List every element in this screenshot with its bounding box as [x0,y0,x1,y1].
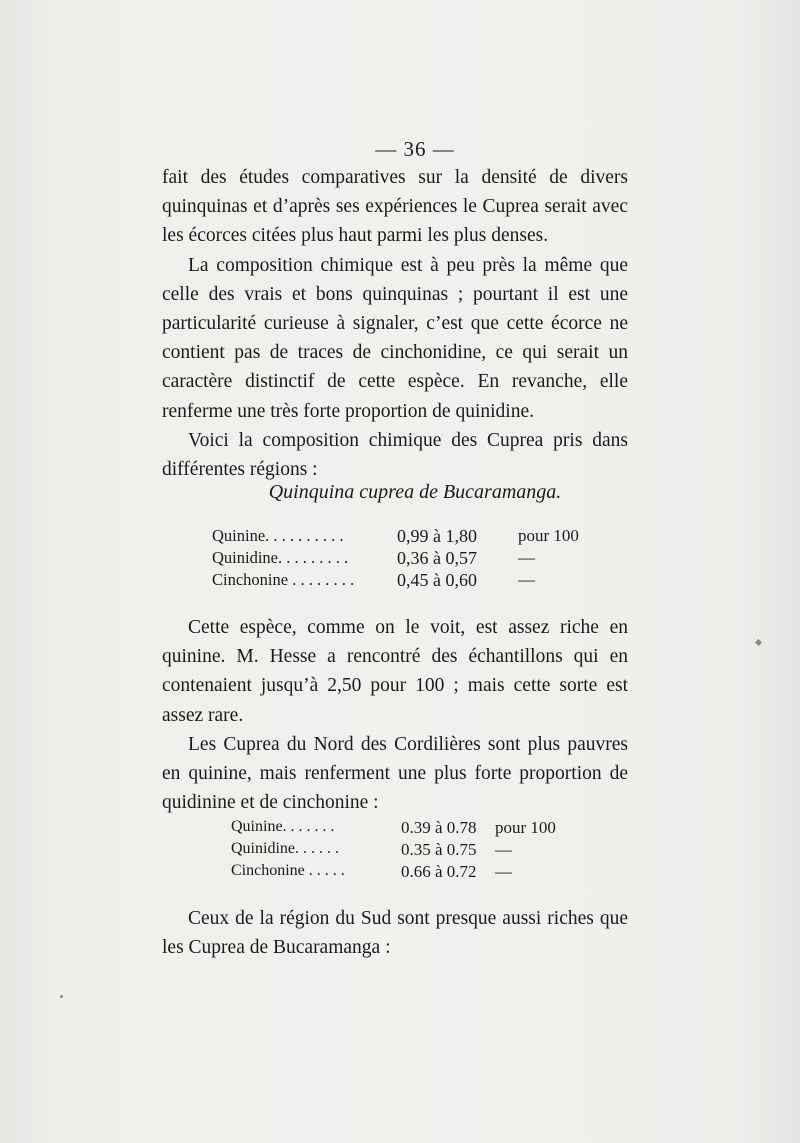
table-row [212,526,612,548]
table-row [231,840,571,862]
table-cell-unit: — [495,840,512,859]
composition-table-north [231,818,571,884]
table-cell-name: Quinidine. . . . . . [231,840,339,857]
table-cell-value: 0.39 à 0.78 [401,818,477,837]
table-cell-name: Cinchonine . . . . . . . . [212,570,355,589]
table-cell-name: Cinchonine . . . . . [231,862,345,879]
table-cell-unit: — [518,548,535,567]
table-cell-name: Quinine. . . . . . . [231,818,335,835]
table-cell-unit: — [518,570,535,589]
paragraph-intro-table: Voici la composition chimique des Cuprea pris dans différentes régions : [162,429,628,481]
table-cell-value: 0,45 à 0,60 [397,570,477,590]
paragraph-group-top [162,163,628,484]
paragraph-richness: Cette espèce, comme on le voit, est assez riche en quinine. M. Hesse a rencontré des échantillons qui en contenaient jusqu’à 2,50 pour 100 ; mais cette sorte est assez rare. [162,617,628,726]
page-number: — 36 — [375,137,455,161]
table-cell-name: Quinidine. . . . . . . . . [212,548,349,567]
table-cell-name: Quinine. . . . . . . . . . [212,526,344,545]
table-row [231,862,571,884]
table-cell-value: 0,99 à 1,80 [397,526,477,546]
ink-speck [60,995,63,998]
table-cell-value: 0,36 à 0,57 [397,548,477,568]
table-row [212,570,612,592]
paragraph-south-cuprea: Ceux de la région du Sud sont presque aussi riches que les Cuprea de Bucaramanga : [162,908,628,959]
paragraph-density: fait des études comparatives sur la densité de divers quinquinas et d’après ses expériences le Cuprea serait avec les écorces citées plus haut parmi les plus denses. [162,167,628,247]
ink-speck [755,639,762,646]
table-row [212,548,612,570]
table-row [231,818,571,840]
table-cell-value: 0.66 à 0.72 [401,862,477,881]
table-cell-unit: pour 100 [518,526,579,545]
table-cell-unit: — [495,862,512,881]
composition-table-bucaramanga [212,526,612,592]
paragraph-group-bottom [162,904,628,962]
table-cell-value: 0.35 à 0.75 [401,840,477,859]
paragraph-north-cuprea: Les Cuprea du Nord des Cordilières sont plus pauvres en quinine, mais renferment une plus forte proportion de quidinine et de cinchonine : [162,733,628,814]
section-heading: Quinquina cuprea de Bucaramanga. [268,481,562,503]
table-cell-unit: pour 100 [495,818,556,837]
paragraph-group-middle [162,613,628,817]
paragraph-composition: La composition chimique est à peu près la même que celle des vrais et bons quinquinas ; pourtant il est une particularité curieuse à signaler, c’est que cette écorce ne contient pas de traces de cinchonidine, ce qui serait un caractère distinctif de cette espèce. En revanche, elle renferme une très forte proportion de quinidine. [162,254,628,422]
